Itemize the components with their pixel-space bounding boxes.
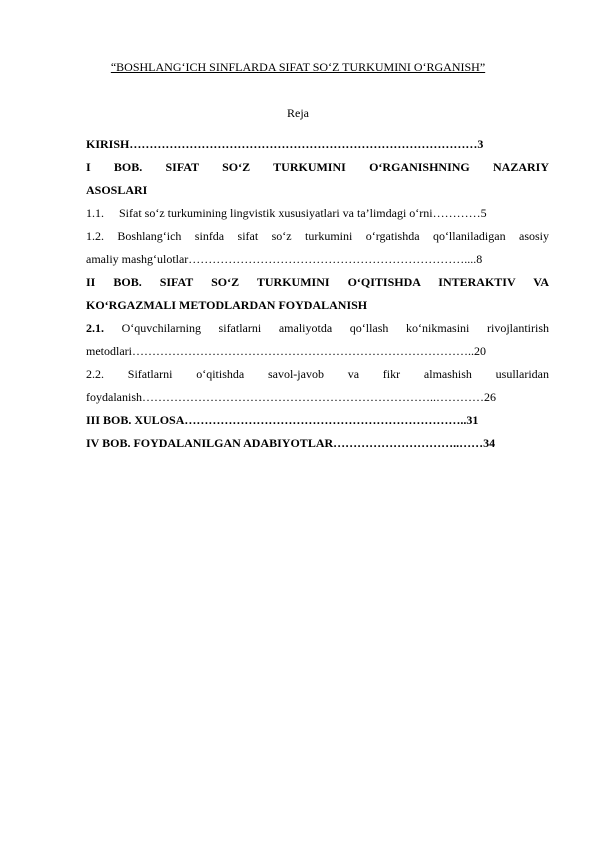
toc-section-2-2-cont: foydalanish………………………………………………………………..…………26 [86, 390, 496, 404]
section-title: Sifat so‘z turkumining lingvistik xususiyatlari va ta’limdagi o‘rni…………5 [119, 206, 487, 220]
toc-section-1-2-cont: amaliy mashg‘ulotlar……………………………………………………………....8 [86, 252, 483, 266]
toc-chapter-2-heading-cont: KO‘RGAZMALI METODLARDAN FOYDALANISH [86, 298, 368, 312]
toc-section-1-1 [86, 203, 549, 226]
toc-conclusion: III BOB. XULOSA……………………………………………………………..31 [86, 413, 479, 427]
toc-section-1-2: 1.2. Boshlang‘ich sinfda sifat so‘z turkumini o‘rgatishda qo‘llaniladigan asosiy [86, 229, 549, 243]
section-number: 1.1. [86, 206, 104, 220]
document-title: “BOSHLANG‘ICH SINFLARDA SIFAT SO‘Z TURKUMINI O‘RGANISH” [110, 60, 486, 74]
toc-section-2-2: 2.2. Sifatlarni o‘qitishda savol-javob va fikr almashish usullaridan [86, 367, 549, 381]
section-title: O‘quvchilarning sifatlarni amaliyotda qo‘llash ko‘nikmasini rivojlantirish [121, 321, 549, 335]
section-number: 2.1. [86, 321, 104, 335]
plan-heading: Reja [287, 106, 309, 120]
toc-intro: KIRISH……………………………………………………………………………3 [86, 137, 484, 151]
toc-section-2-1-cont: metodlari…………………………………………………………………………..20 [86, 344, 486, 358]
toc-chapter-2-heading: II BOB. SIFAT SO‘Z TURKUMINI O‘QITISHDA INTERAKTIV VA [86, 275, 549, 289]
toc-chapter-1-heading: I BOB. SIFAT SO‘Z TURKUMINI O‘RGANISHNING NAZARIY [86, 160, 549, 174]
table-of-contents [86, 134, 549, 456]
toc-references: IV BOB. FOYDALANILGAN ADABIYOTLAR…………………………..……34 [86, 436, 496, 450]
toc-section-2-1 [86, 318, 549, 341]
toc-chapter-1-heading-cont: ASOSLARI [86, 183, 148, 197]
